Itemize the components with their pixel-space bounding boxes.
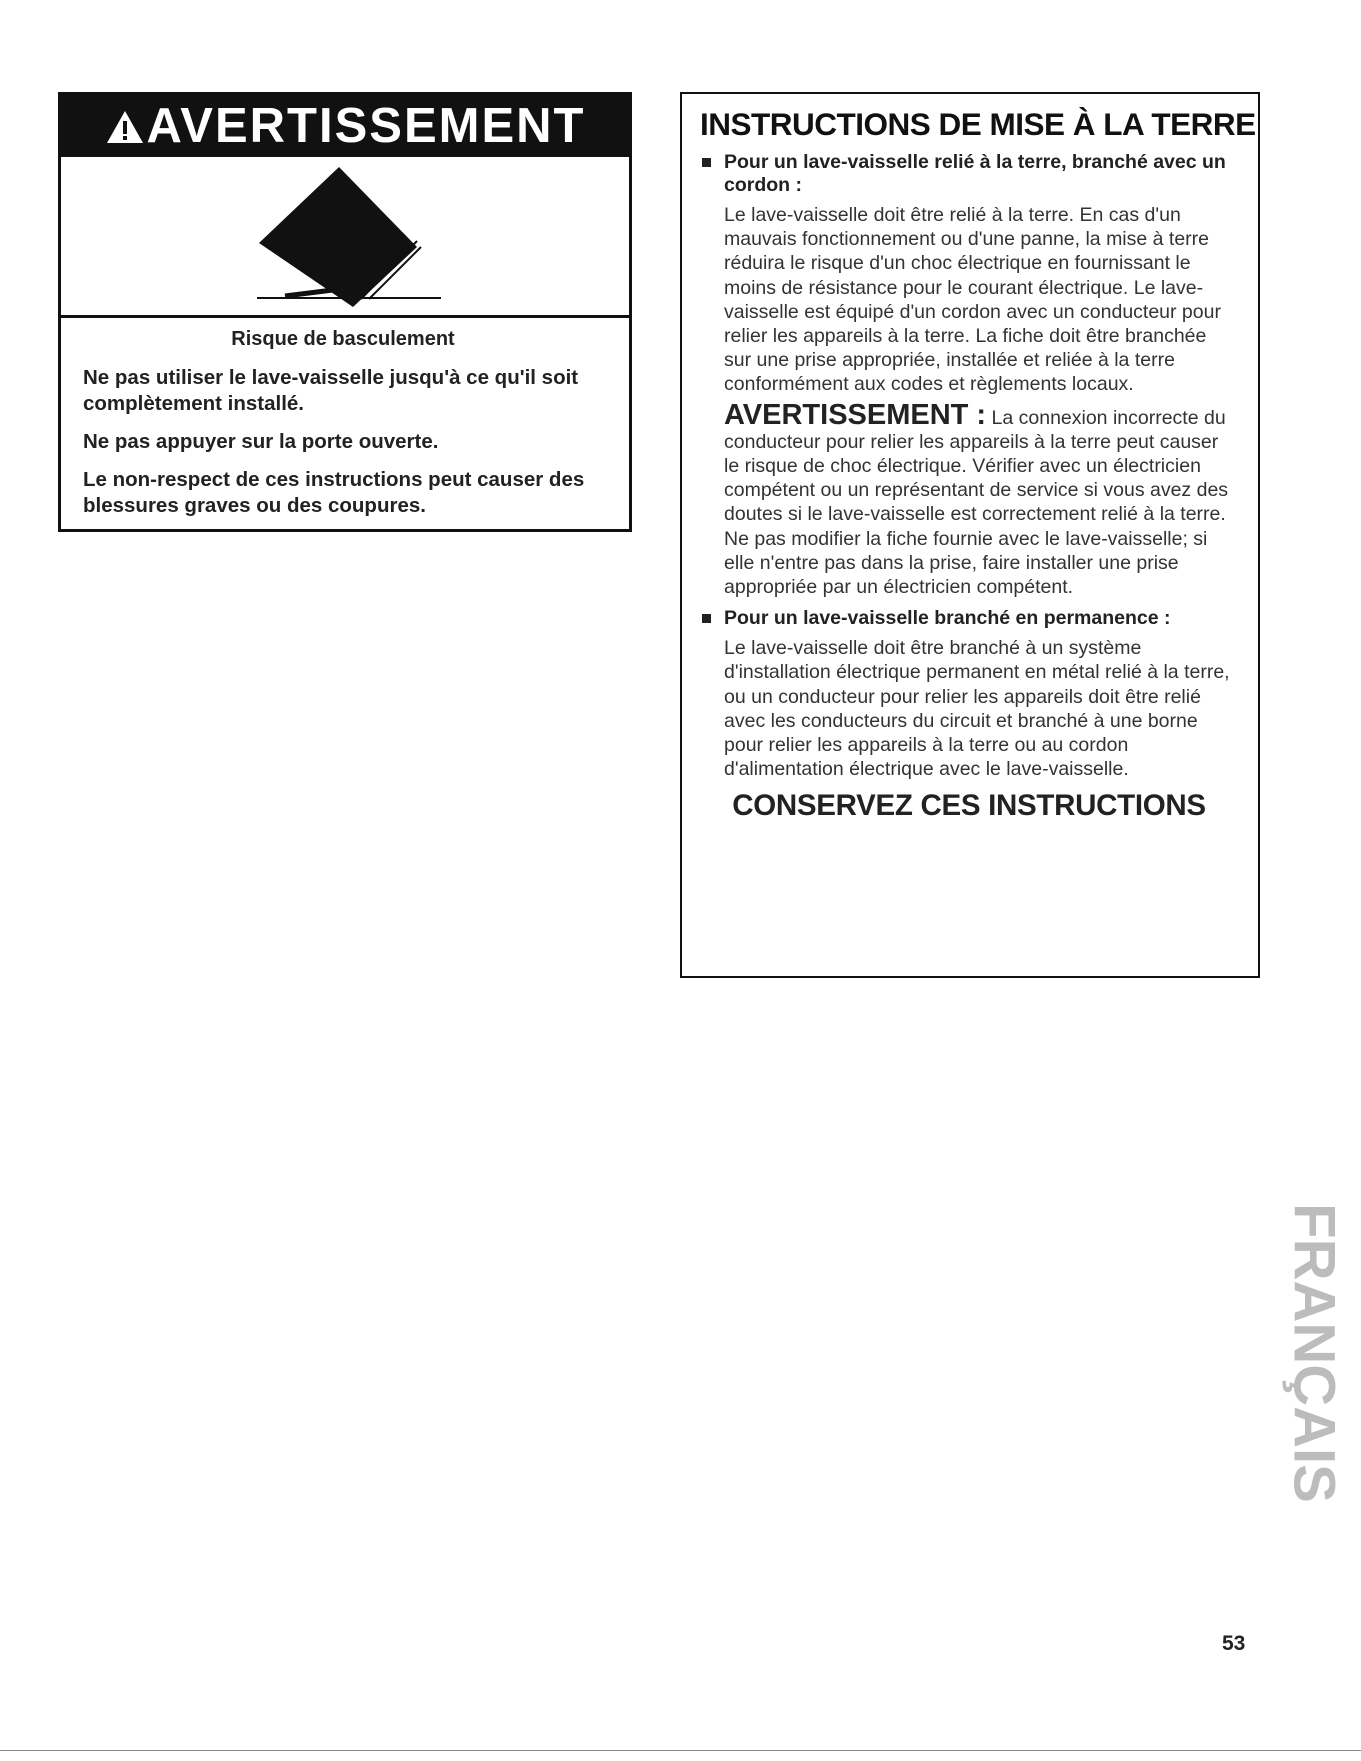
grounding-warning-label: AVERTISSEMENT :: [724, 398, 987, 431]
save-instructions-title: CONSERVEZ CES INSTRUCTIONS: [732, 789, 1206, 823]
bullet-item-corded: [700, 151, 1238, 397]
warning-paragraph: Ne pas appuyer sur la porte ouverte.: [83, 430, 439, 453]
warning-paragraph: Ne pas utiliser le lave-vaisselle jusqu'à ce qu'il soit complètement installé.: [83, 366, 579, 415]
warning-triangle-icon: [105, 109, 145, 145]
warning-subtitle: Risque de basculement: [231, 328, 455, 350]
bullet-body: Le lave-vaisselle doit être branché à un système d'installation électrique permanent en métal relié à la terre, ou un conducteur pour relier les appareils doit être relié avec les conducteurs du circuit et branché à une borne pour relier les appareils à la terre ou au cordon d'alimentation électrique avec le lave-vaisselle.: [724, 637, 1230, 781]
tip-over-illustration: [61, 157, 629, 318]
bullet-heading: Pour un lave-vaisselle branché en permanence :: [724, 607, 1171, 630]
page-number: 53: [1222, 1632, 1246, 1655]
tip-over-warning-box: [58, 92, 632, 532]
square-bullet-icon: [702, 614, 711, 623]
bullet-heading: Pour un lave-vaisselle relié à la terre, branché avec un cordon :: [724, 151, 1226, 196]
warning-header-text: AVERTISSEMENT: [146, 99, 586, 153]
bullet-item-permanent: [700, 607, 1238, 781]
footer-divider: [0, 1750, 1361, 1751]
bullet-body: Le lave-vaisselle doit être relié à la terre. En cas d'un mauvais fonctionnement ou d'une panne, la mise à terre réduira le risque d'un choc électrique en fournissant le moins de résistance pour le courant électrique. Le lave-vaisselle est équipé d'un cordon avec un conducteur pour relier les appareils à la terre. La fiche doit être branchée sur une prise appropriée, installée et reliée à la terre conformément aux codes et règlements locaux.: [724, 204, 1221, 396]
warning-header: [61, 95, 629, 157]
language-side-label: [1281, 1203, 1347, 1503]
grounding-instructions-box: [680, 92, 1260, 978]
grounding-warning-text: La connexion incorrecte du conducteur pour relier les appareils à la terre peut causer le risque de choc électrique. Vérifier avec un électricien compétent ou un représentant de service si vous avez des doutes si le lave-vaisselle est correctement relié à la terre. Ne pas modifier la fiche fournie avec le lave-vaisselle; si elle n'entre pas dans la prise, faire installer une prise appropriée par un électricien compétent.: [724, 406, 1229, 599]
instructions-title: INSTRUCTIONS DE MISE À LA TERRE: [700, 106, 1256, 142]
warning-paragraph: Le non-respect de ces instructions peut causer des blessures graves ou des coupures.: [83, 468, 585, 517]
grounding-warning: [700, 398, 1238, 600]
square-bullet-icon: [702, 158, 711, 167]
language-side-label-text: FRANÇAIS: [1281, 1203, 1347, 1503]
